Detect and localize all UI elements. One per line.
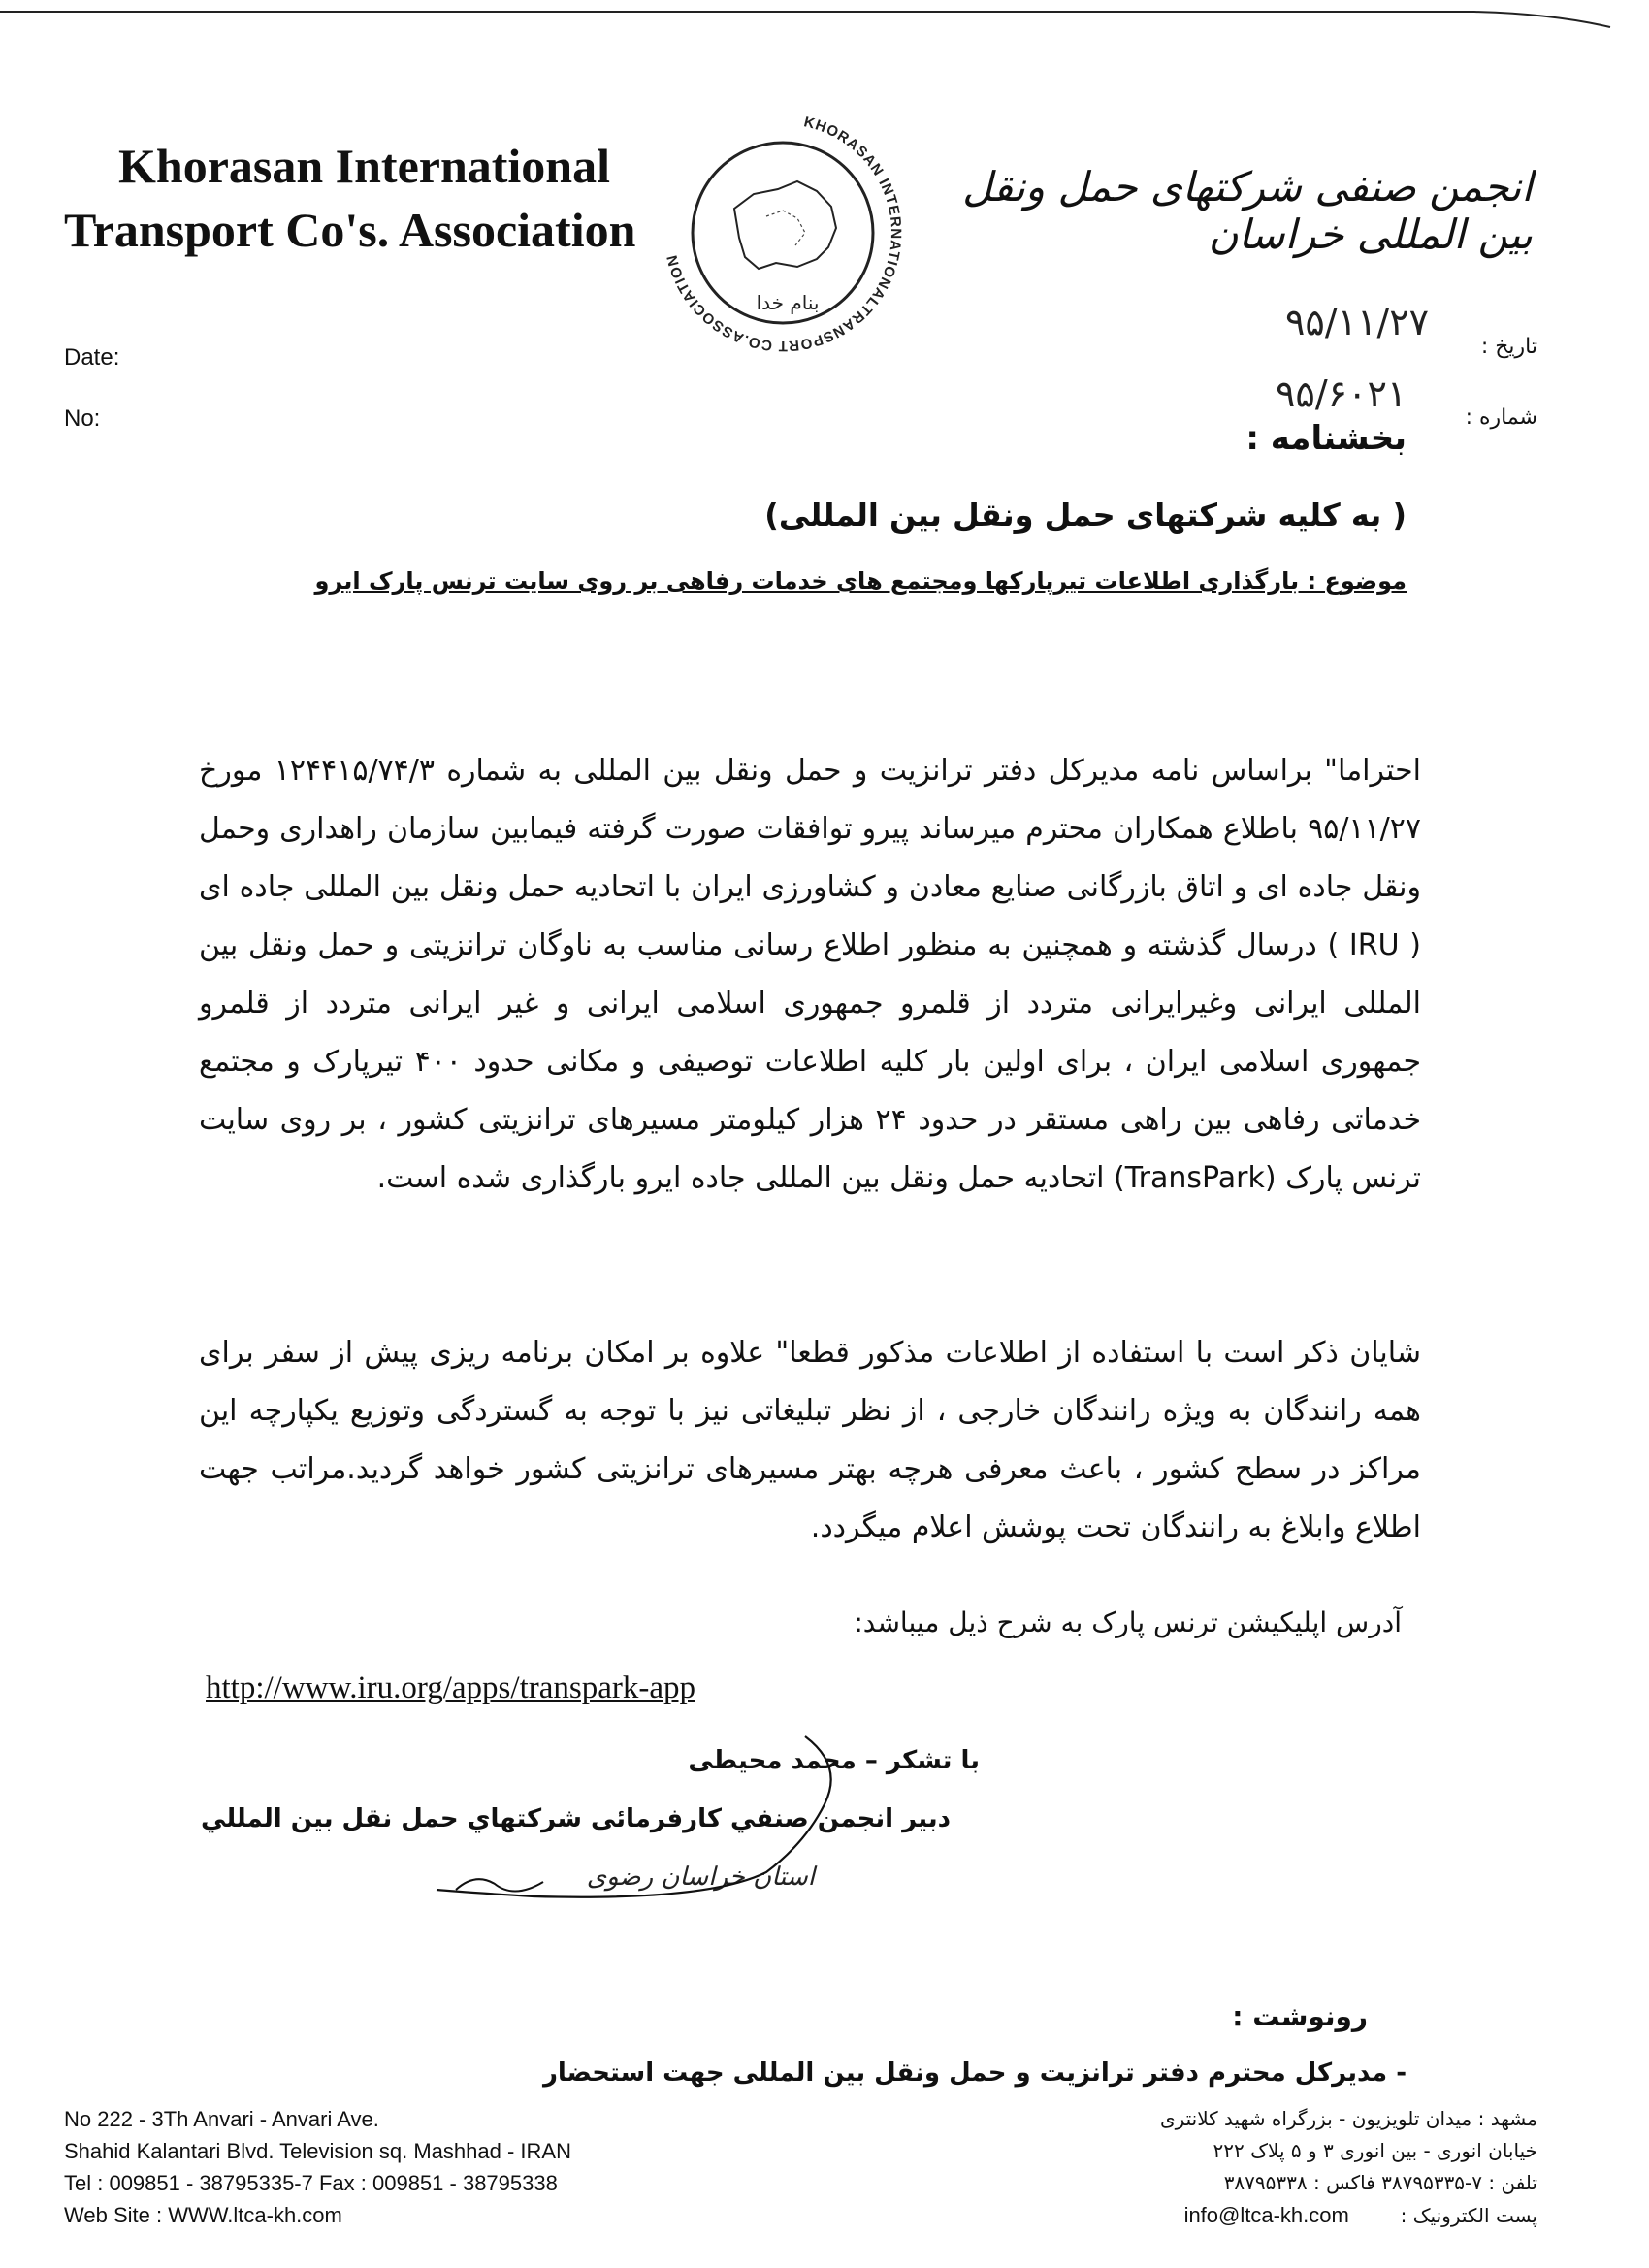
number-label-fa: شماره : [1465, 405, 1537, 430]
org-name-fa: انجمن صنفی شرکتهای حمل ونقل بین المللی خراسان [962, 163, 1533, 258]
letter-recipient: ( به کلیه شرکتهای حمل ونقل بین المللی) [764, 497, 1406, 534]
letter-paragraph-2: شایان ذکر است با استفاده از اطلاعات مذکور قطعا" علاوه بر امکان برنامه ریزی پیش از سفر برای همه رانندگان به ویژه رانندگان خارجی ، از نظر تبلیغاتی نیز با توجه به گستردگی وتوزیع یکپارچه این مراکز در سطح کشور ، باعث معرفی هرچه بهتر مسیرهای ترانزیتی کشور خواهد گردید.مراتب جهت اطلاع وابلاغ به رانندگان تحت پوشش اعلام میگردد. [199, 1336, 1421, 1544]
footer-fa-line2: خیابان انوری - بین انوری ۳ و ۵ پلاک ۲۲۲ [1212, 2139, 1537, 2162]
signature-province: استان خراسان رضوی [586, 1863, 815, 1892]
footer-fa-line1: مشهد : میدان تلویزیون - بزرگراه شهید کلانتری [1159, 2107, 1537, 2130]
footer-email[interactable]: info@ltca-kh.com [1183, 2203, 1349, 2227]
no-label-en: No: [64, 405, 101, 432]
seal-graphic [652, 102, 914, 364]
signature-title: دبیر انجمن صنفي كارفرمائی شركتهاي حمل نقل بين المللي [201, 1804, 951, 1833]
seal-inner-text: بنام خدا [756, 291, 820, 314]
footer-address-fa [1082, 2103, 1537, 2232]
letter-subject: موضوع : بارگذاری اطلاعات تیرپارکها ومجتمع های خدمات رفاهی بر روی سایت ترنس پارک ایرو [314, 567, 1406, 595]
footer-en-line4: Web Site : WWW.ltca-kh.com [64, 2203, 342, 2227]
signature-thanks: با تشکر – محمد محیطی [688, 1746, 980, 1775]
number-value: ۹۵/۶۰۲۱ [1276, 373, 1407, 415]
transpark-url-link[interactable]: http://www.iru.org/apps/transpark-app [206, 1670, 695, 1705]
association-seal [652, 102, 914, 364]
org-name-en [64, 134, 646, 262]
org-name-en-line1: Khorasan International [118, 139, 611, 193]
seal-ring-text: KHORASAN INTERNATIONALTRANSPORT CO.ASSOCIATION [663, 113, 905, 355]
date-label-en: Date: [64, 344, 120, 371]
app-address-line: آدرس اپلیکیشن ترنس پارک به شرح ذیل میباشد: [854, 1606, 1402, 1638]
org-name-en-line2: Transport Co's. Association [64, 203, 636, 257]
date-label-fa: تاریخ : [1480, 335, 1537, 359]
date-value: ۹۵/۱۱/۲۷ [1285, 301, 1430, 343]
footer-en-line1: No 222 - 3Th Anvari - Anvari Ave. [64, 2107, 379, 2131]
svg-text:KHORASAN INTERNATIONALTRANSPOR [663, 113, 904, 354]
top-border-line [0, 0, 1649, 39]
cc-label: رونوشت : [1232, 2000, 1368, 2032]
handwritten-signature [417, 1727, 844, 1911]
footer-en-line3: Tel : 009851 - 38795335-7 Fax : 009851 - 38795338 [64, 2171, 558, 2195]
footer-en-line2: Shahid Kalantari Blvd. Television sq. Mashhad - IRAN [64, 2139, 571, 2163]
footer-fa-line3: تلفن : ۷-۳۸۷۹۵۳۳۵ فاکس : ۳۸۷۹۵۳۳۸ [1223, 2171, 1537, 2194]
cc-item-1: - مدیرکل محترم دفتر ترانزیت و حمل ونقل بین المللی جهت استحضار [542, 2058, 1406, 2088]
letter-paragraph-1: احتراما" براساس نامه مدیرکل دفتر ترانزیت و حمل ونقل بین المللی به شماره ۱۲۴۴۱۵/۷۴/۳ مورخ ۹۵/۱۱/۲۷ باطلاع همکاران محترم میرساند پیرو توافقات صورت گرفته فیمابین سازمان راهداری وحمل ونقل جاده ای و اتاق بازرگانی صنایع معادن و کشاورزی ایران با اتحادیه حمل ونقل بین المللی جاده ای ( IRU ) درسال گذشته و همچنین به منظور اطلاع رسانی مناسب به ناوگان ترانزیتی و حمل ونقل بین المللی ایرانی وغیرایرانی متردد از قلمرو جمهوری اسلامی ایرانی و غیر ایرانی متردد از قلمرو جمهوری اسلامی ایران ، برای اولین بار کلیه اطلاعات توصیفی و مکانی حدود ۴۰۰ تیرپارک و مجتمع خدماتی رفاهی بین راهی مستقر در حدود ۲۴ هزار کیلومتر مسیرهای ترانزیتی کشور ، بر روی سایت ترنس پارک (TransPark) اتحادیه حمل ونقل بین المللی جاده ایرو بارگذاری شده است. [199, 754, 1422, 1195]
footer-address-en [64, 2103, 571, 2231]
footer-fa-email-label: پست الکترونیک : [1400, 2204, 1537, 2227]
letter-type: بخشنامه : [1245, 419, 1406, 458]
